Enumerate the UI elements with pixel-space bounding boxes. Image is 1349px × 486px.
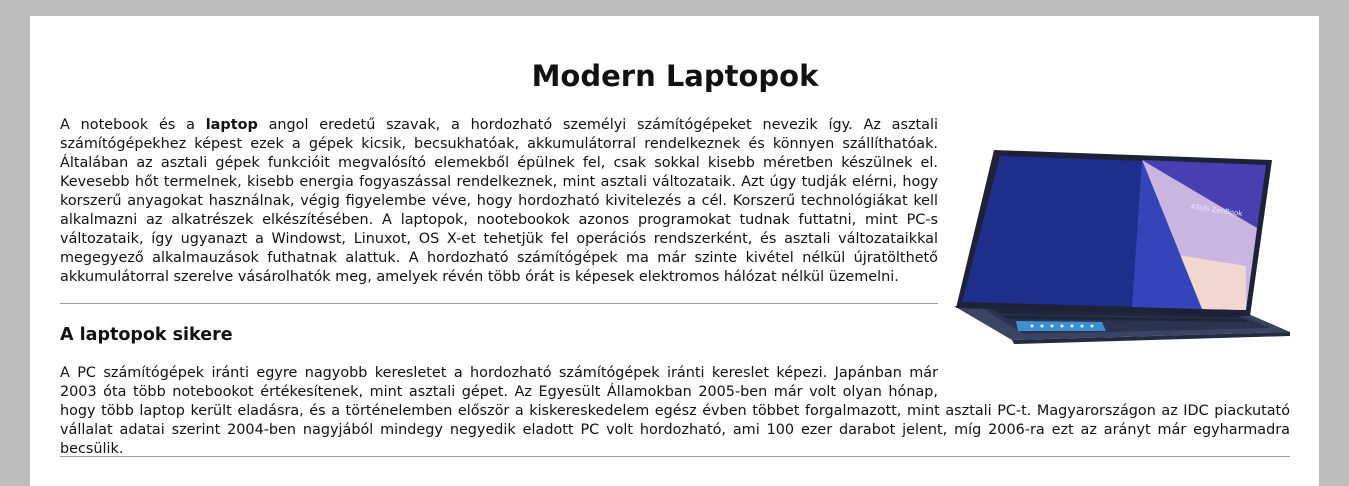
- section-text: A PC számítógépek iránti egyre nagyobb keresletet a hordozható számítógépek iránti kereslet képezi. Japánban már 2003 óta több notebookot értékesítenek, mint asztali gépet. Az Egyesült Államokban 2005-ben már volt olyan hónap, hogy több laptop került eladásra, és a történelemben először a kiskereskedelem egész évben többet forgalmazott, mint asztali PC-t. Magyarországon az IDC piackutató vállalat adatai szerint 2004-ben nagyjából mindegy negyedik eladott PC volt hordozható, ami 100 ezer darabot jelent, míg 2006-ra ezt az arányt már egyharmadra becsülik.: [60, 365, 1290, 457]
- intro-paragraph: [60, 116, 938, 287]
- page: [30, 16, 1319, 486]
- divider: [60, 456, 1290, 457]
- laptop-image: [952, 146, 1292, 346]
- intro-bold-term: laptop: [205, 117, 258, 133]
- intro-text-start: A notebook és a: [60, 117, 206, 133]
- intro-text-rest: angol eredetű szavak, a hordozható személyi számítógépeket nevezik így. Az asztali számítógépekhez képest ezek a gépek kicsik, becsukhatóak, akkumulátorral rendelkeznek és könnyen szállíthatóak. Általában az asztali gépek funkcióit megvalósító elemekből épülnek fel, csak sokkal kisebb méretben készülnek el. Kevesebb hőt termelnek, kisebb energia fogyaszással rendelkeznek, mint asztali változataik. Azt úgy tudják elérni, hogy korszerű anyagokat használnak, végig figyelembe véve, hogy hordozható kivitelezés a cél. Korszerű technológiákat kell alkalmazni az alkatrészek elkészítésében. A laptopok, nootebookok azonos programokat tudnak futtatni, mint PC-s változataik, így ugyanazt a Windowst, Linuxot, OS X-et tehetjük fel operációs rendszerként, és asztali változataikkal megegyező alkalmauzások futhatnak alattuk. A hordozható számítógépek ma már szinte kivétel nélkül újratölthető akkumulátorral szerelve vásárolhatók meg, amelyek révén több órát is képesek elektromos hálózat nélkül üzemelni.: [60, 117, 939, 285]
- section-heading: A laptopok sikere: [60, 325, 233, 345]
- laptop-brand-text: ASUS ZenBook: [1190, 202, 1243, 218]
- section-paragraph: [60, 364, 1290, 459]
- page-title: Modern Laptopok: [531, 59, 819, 93]
- divider: [60, 303, 938, 304]
